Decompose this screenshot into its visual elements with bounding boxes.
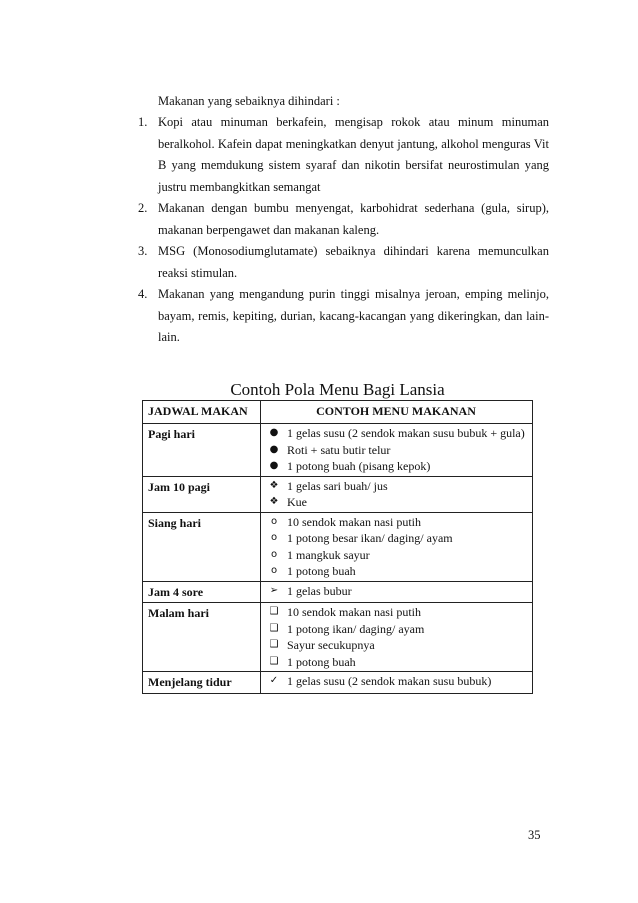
menu-items-cell [261,603,533,672]
menu-items-cell [261,581,533,603]
menu-item [266,604,528,621]
menu-item [266,478,528,495]
bullet-icon: o [270,515,278,527]
menu-item [266,583,528,600]
list-item [138,198,549,241]
bullet-icon: o [270,565,278,576]
menu-item-list [266,425,528,475]
bullet-icon: o [270,532,278,543]
bullet-icon: o [270,548,278,560]
menu-item-list [266,514,528,580]
menu-item-text: Kue [287,495,307,509]
table-header-row [143,401,533,424]
menu-item-list [266,604,528,670]
list-text: Makanan dengan bumbu menyengat, karbohidrat sederhana (gula, sirup), makanan berpengawet dan makanan kaleng. [158,201,549,237]
menu-item-text: 1 potong buah [287,654,356,669]
list-number: 2. [138,201,148,215]
menu-item [266,425,528,442]
meal-time-cell: Siang hari [143,512,261,581]
menu-item [266,621,528,638]
bullet-icon: ❑ [269,639,279,650]
menu-item-text: 10 sendok makan nasi putih [287,514,421,529]
table-row [143,476,533,512]
menu-item-text: Roti + satu butir telur [287,442,391,457]
bullet-icon: ❑ [269,606,279,617]
menu-item [266,494,528,511]
menu-item [266,458,528,475]
intro-text: Makanan yang sebaiknya dihindari : [158,94,340,108]
column-header-menu: CONTOH MENU MAKANAN [261,401,533,424]
menu-item-text: 1 gelas susu (2 sendok makan susu bubuk) [287,674,492,688]
menu-item [266,530,528,547]
list-number: 3. [138,244,148,258]
menu-item-text: 1 potong buah [287,564,356,578]
menu-item [266,673,528,690]
table-row [143,424,533,477]
menu-items-cell [261,424,533,477]
menu-item-list [266,478,528,511]
meal-time-cell: Pagi hari [143,424,261,477]
list-item [138,112,549,198]
menu-item-text: 1 gelas susu (2 sendok makan susu bubuk + gula) [287,426,525,440]
menu-item [266,563,528,580]
menu-items-cell [261,476,533,512]
menu-item [266,442,528,459]
menu-item [266,654,528,671]
menu-table [142,400,533,694]
table-row [143,581,533,603]
menu-item [266,637,528,654]
meal-time-cell: Menjelang tidur [143,672,261,694]
menu-item-text: Sayur secukupnya [287,638,375,652]
menu-table-body [143,424,533,694]
list-number: 4. [138,287,148,301]
list-text: MSG (Monosodiumglutamate) sebaiknya dihindari karena memunculkan reaksi stimulan. [158,244,549,280]
bullet-icon: ➢ [269,584,279,596]
menu-item [266,514,528,531]
menu-item-list [266,673,528,690]
list-text: Kopi atau minuman berkafein, mengisap rokok atau minum minuman beralkohol. Kafein dapat meningkatkan denyut jantung, alkohol menguras Vit B yang memdukung sistem syaraf dan nikotin bersifat neurostimulan yang justru membangkitkan semangat [158,115,549,194]
bullet-icon: ❑ [269,655,279,667]
bullet-icon: ● [269,460,279,471]
menu-items-cell [261,512,533,581]
table-row [143,512,533,581]
bullet-icon: ● [269,427,279,438]
menu-item-text: 1 potong ikan/ daging/ ayam [287,621,425,636]
table-row [143,672,533,694]
menu-item [266,547,528,564]
menu-item-text: 1 mangkuk sayur [287,547,370,562]
menu-items-cell [261,672,533,694]
menu-item-text: 1 potong buah (pisang kepok) [287,459,431,473]
page-number: 35 [528,828,541,842]
menu-item-text: 10 sendok makan nasi putih [287,605,421,619]
bullet-icon: ❖ [269,496,279,507]
bullet-icon: ● [269,443,279,455]
table-row [143,603,533,672]
meal-time-cell: Malam hari [143,603,261,672]
meal-time-cell: Jam 10 pagi [143,476,261,512]
list-item [138,241,549,284]
menu-item-text: 1 potong besar ikan/ daging/ ayam [287,531,453,545]
meal-time-cell: Jam 4 sore [143,581,261,603]
menu-item-text: 1 gelas sari buah/ jus [287,478,388,493]
bullet-icon: ❖ [269,479,279,491]
list-item [138,284,549,349]
avoid-list [138,112,549,349]
menu-title: Contoh Pola Menu Bagi Lansia [230,380,445,399]
list-number: 1. [138,115,148,129]
menu-item-list [266,583,528,600]
list-text: Makanan yang mengandung purin tinggi misalnya jeroan, emping melinjo, bayam, remis, kepiting, durian, kacang-kacangan yang dikeringkan, dan lain-lain. [158,287,549,344]
column-header-schedule: JADWAL MAKAN [143,401,261,424]
menu-item-text: 1 gelas bubur [287,583,352,598]
bullet-icon: ❑ [269,622,279,634]
bullet-icon: ✓ [269,675,279,686]
